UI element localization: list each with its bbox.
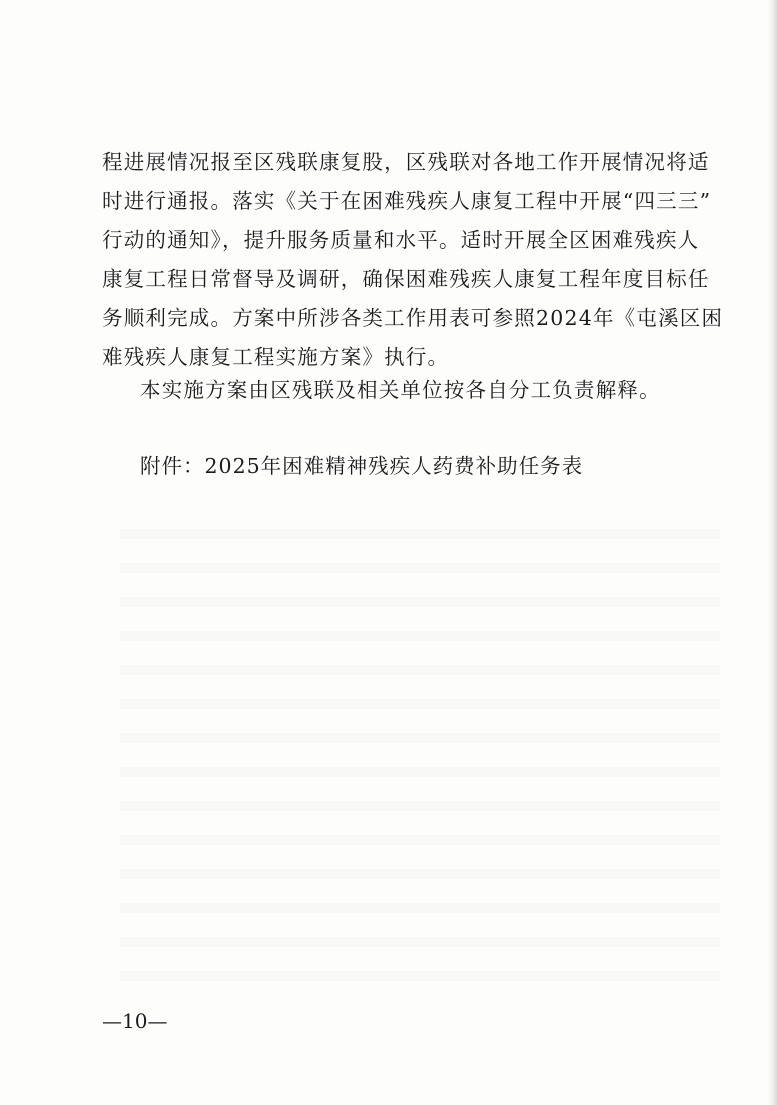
paragraph-line-2: 时进行通报。落实《关于在困难残疾人康复工程中开展“四三三” — [102, 189, 712, 213]
paragraph-line-4: 康复工程日常督导及调研，确保困难残疾人康复工程年度目标任 — [102, 267, 710, 291]
interpretation-notice: 本实施方案由区残联及相关单位按各自分工负责解释。 — [140, 378, 661, 402]
body-paragraph — [102, 143, 724, 377]
reverse-side-bleed-through — [120, 505, 720, 985]
paragraph-line-6: 难残疾人康复工程实施方案》执行。 — [102, 345, 450, 369]
paragraph-line-3: 行动的通知》，提升服务质量和水平。适时开展全区困难残疾人 — [102, 228, 700, 252]
paragraph-line-1: 程进展情况报至区残联康复股，区残联对各地工作开展情况将适 — [102, 150, 710, 174]
paragraph-line-5: 务顺利完成。方案中所涉各类工作用表可参照2024年《屯溪区困 — [102, 306, 724, 330]
scan-edge-shadow — [767, 0, 777, 1105]
attachment-reference: 附件：2025年困难精神残疾人药费补助任务表 — [140, 454, 584, 478]
page-number: —10— — [102, 1009, 168, 1033]
